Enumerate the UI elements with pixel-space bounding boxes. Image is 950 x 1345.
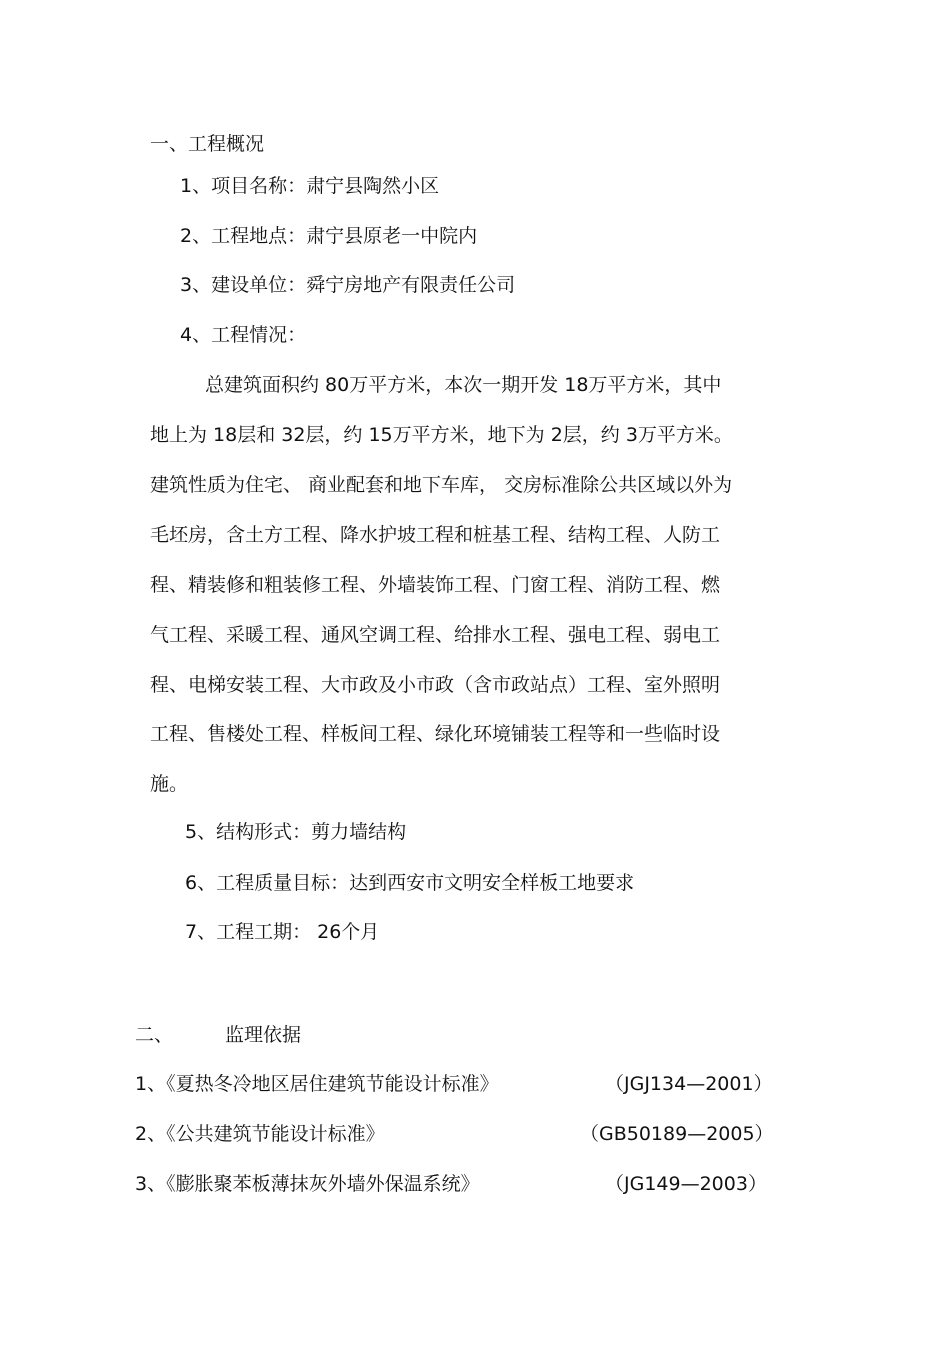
- section2-heading-text: 监理依据: [225, 1024, 302, 1046]
- standard-item-title: 1、《夏热冬冷地区居住建筑节能设计标准》: [135, 1073, 499, 1095]
- paragraph-line: 总建筑面积约 80万平方米，本次一期开发 18万平方米，其中: [205, 374, 722, 396]
- structure-form-item: 5、结构形式：剪力墙结构: [185, 821, 407, 843]
- paragraph-line: 工程、售楼处工程、样板间工程、绿化环境铺装工程等和一些临时设: [150, 723, 721, 745]
- paragraph-line: 毛坯房，含土方工程、降水护坡工程和桩基工程、结构工程、人防工: [150, 524, 721, 546]
- paragraph-line: 建筑性质为住宅、 商业配套和地下车库， 交房标准除公共区域以外为: [150, 474, 733, 496]
- construction-period-item: 7、工程工期： 26个月: [185, 921, 380, 943]
- paragraph-line: 施。: [150, 773, 189, 795]
- standard-item-code: （JGJ134—2001）: [605, 1073, 773, 1095]
- standard-item-code: （JG149—2003）: [605, 1173, 767, 1195]
- standard-item-code: （GB50189—2005）: [580, 1123, 774, 1145]
- developer-item: 3、建设单位：舜宁房地产有限责任公司: [180, 274, 516, 296]
- section1-heading: 一、工程概况: [150, 133, 265, 155]
- standard-item-title: 3、《膨胀聚苯板薄抹灰外墙外保温系统》: [135, 1173, 480, 1195]
- quality-target-item: 6、工程质量目标：达到西安市文明安全样板工地要求: [185, 872, 635, 894]
- project-name-item: 1、项目名称：肃宁县陶然小区: [180, 175, 440, 197]
- paragraph-line: 气工程、采暖工程、通风空调工程、给排水工程、强电工程、弱电工: [150, 624, 721, 646]
- project-situation-item: 4、工程情况：: [180, 324, 307, 346]
- paragraph-line: 地上为 18层和 32层，约 15万平方米，地下为 2层，约 3万平方米。: [150, 424, 733, 446]
- section2-heading-number: 二、: [135, 1024, 174, 1046]
- paragraph-line: 程、电梯安装工程、大市政及小市政（含市政站点）工程、室外照明: [150, 674, 721, 696]
- project-location-item: 2、工程地点：肃宁县原老一中院内: [180, 225, 478, 247]
- paragraph-line: 程、精装修和粗装修工程、外墙装饰工程、门窗工程、消防工程、燃: [150, 574, 721, 596]
- standard-item-title: 2、《公共建筑节能设计标准》: [135, 1123, 385, 1145]
